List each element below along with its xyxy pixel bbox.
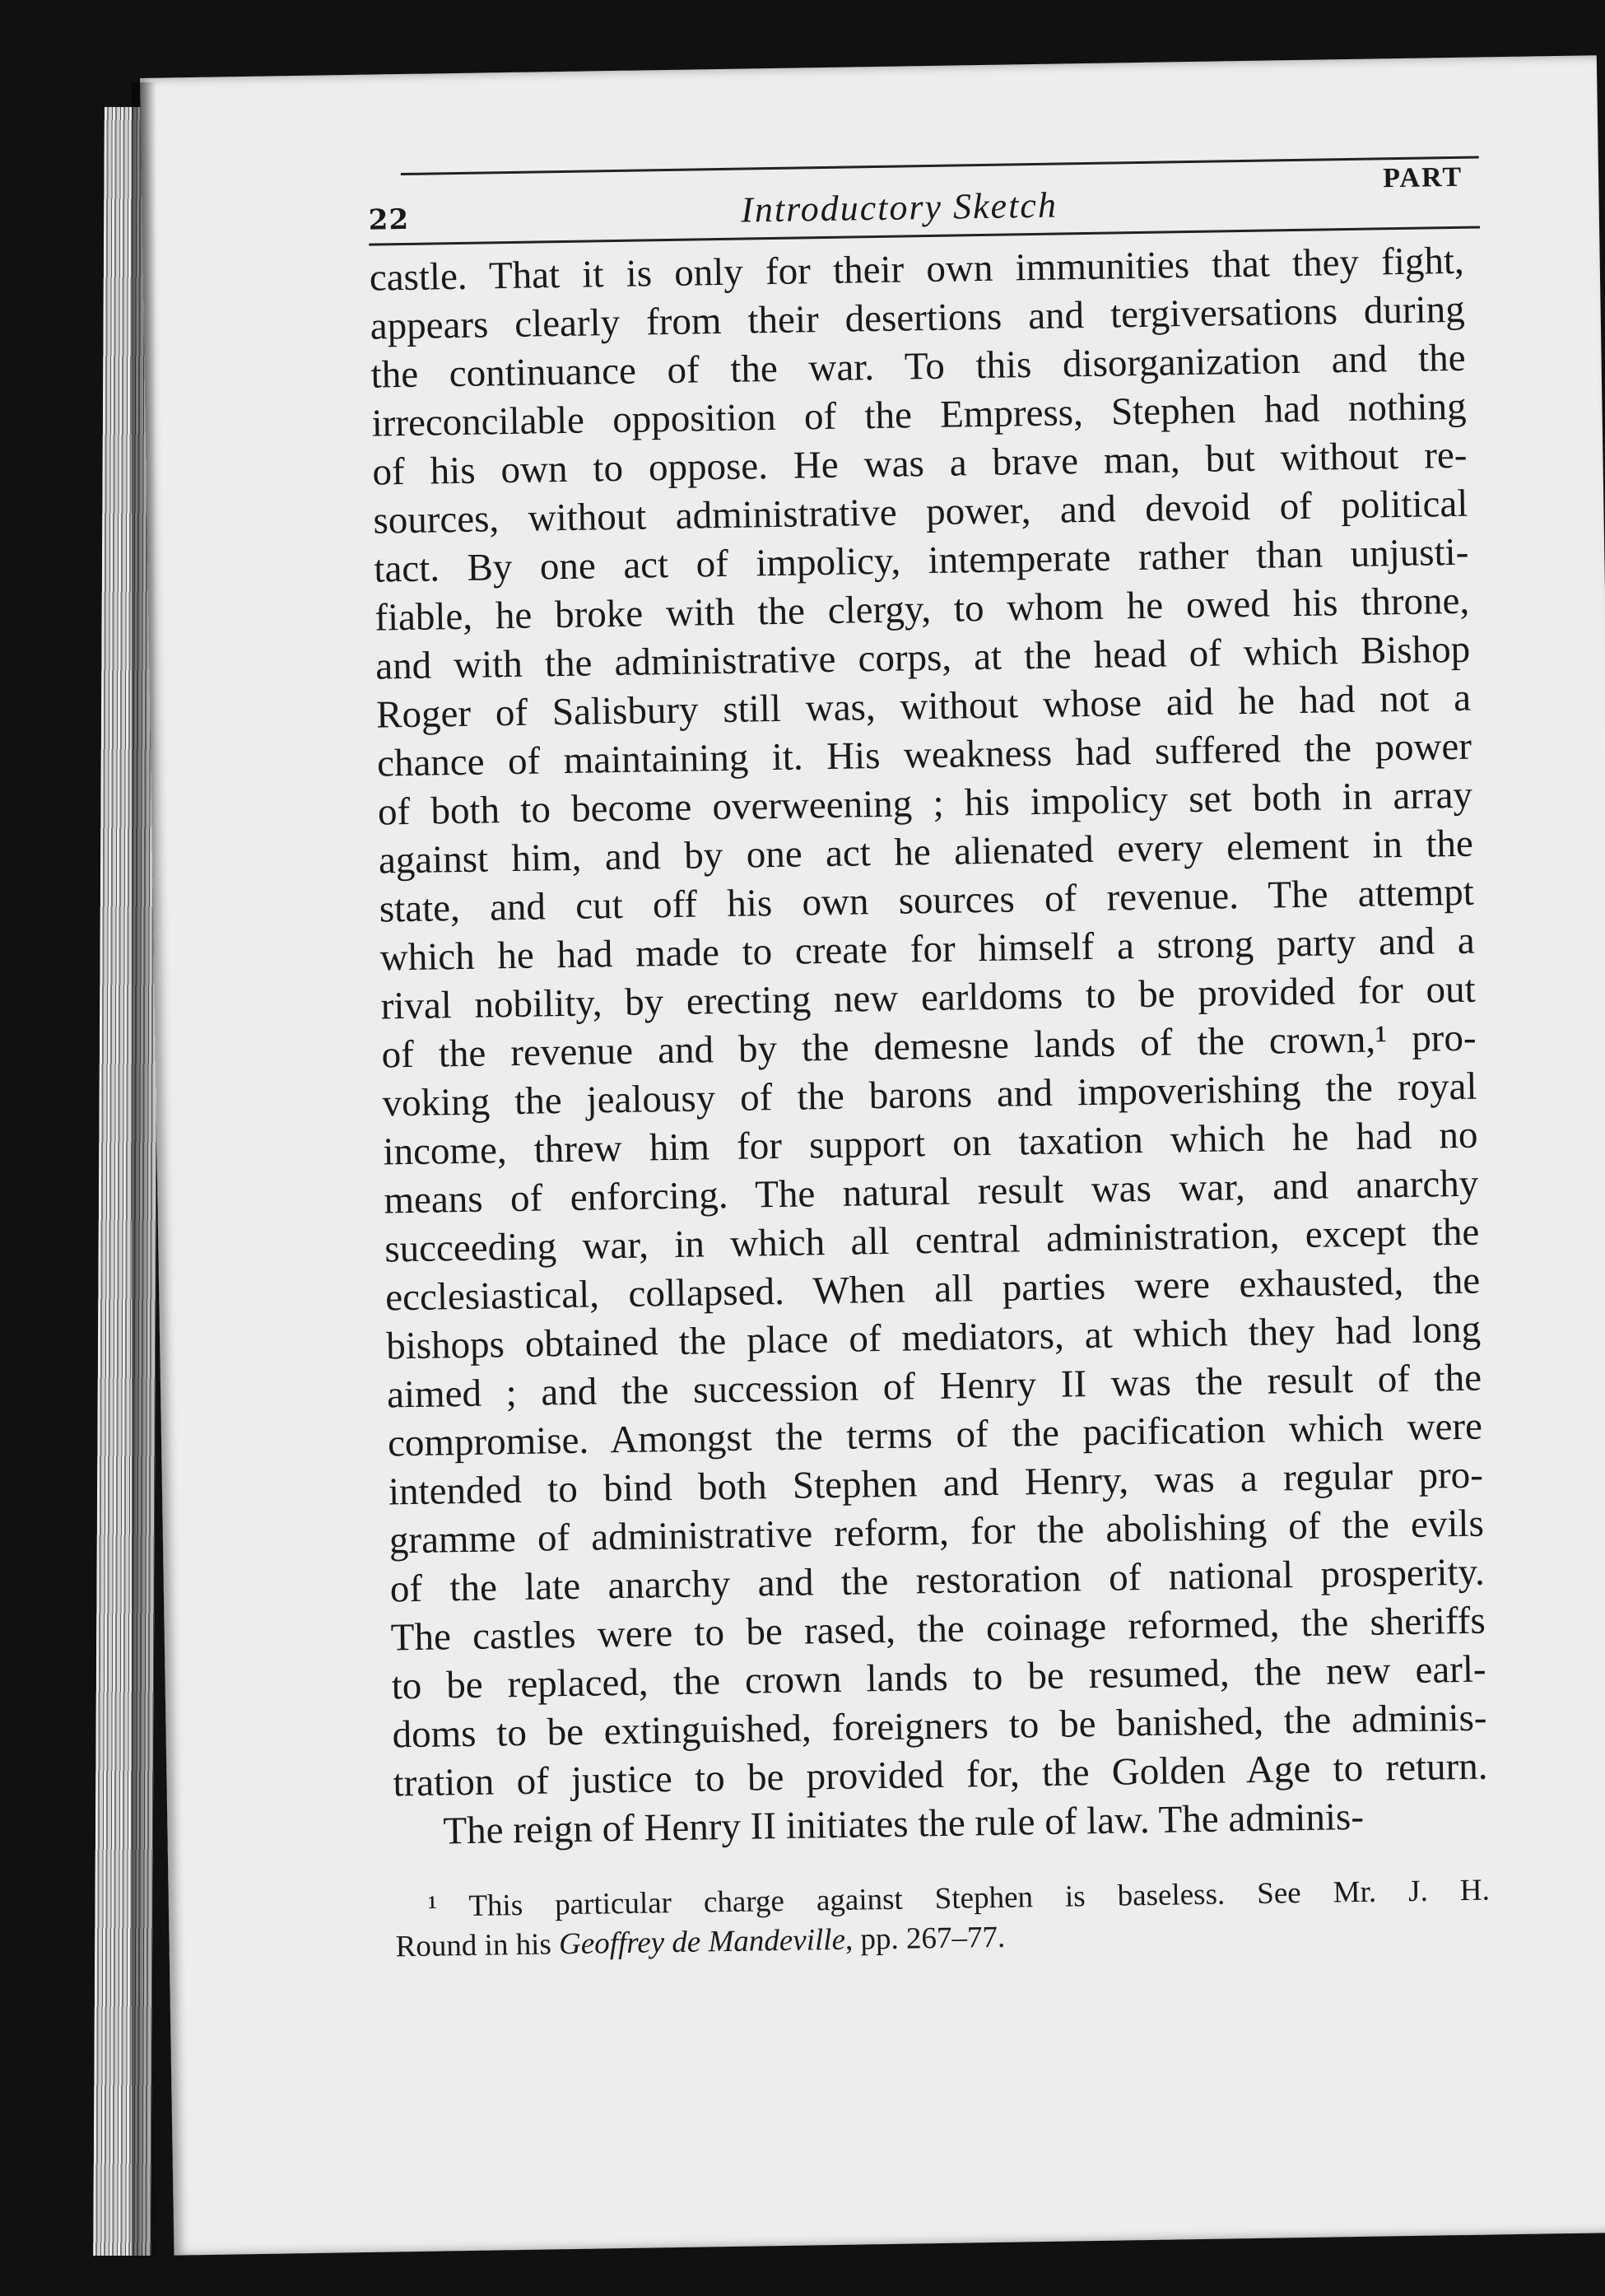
text-line: rival nobility, by erecting new earldoms to be provided for out [380,967,1476,1028]
text-line: aimed ; and the succession of Henry II was the result of the [386,1356,1482,1417]
page-content [368,156,1491,1968]
text-line: of both to become overweening ; his impolicy set both in array [377,773,1473,834]
text-line: tration of justice to be provided for, the Golden Age to return. [393,1744,1488,1805]
text-line: chance of maintaining it. His weakness had suffered the power [376,724,1472,785]
text-line: sources, without administrative power, and devoid of political [373,482,1468,543]
text-line: intended to bind both Stephen and Henry, was a regular pro- [388,1453,1484,1514]
page-number: 22 [368,203,410,237]
text-line: which he had made to create for himself a strong party and a [379,919,1476,980]
text-line: castle. That it is only for their own immunities that they fight, [369,239,1465,300]
text-line: to be replaced, the crown lands to be resumed, the new earl- [391,1647,1486,1708]
text-line: tact. By one act of impolicy, intemperate rather than unjusti- [373,530,1469,591]
text-line: and with the administrative corps, at the head of which Bishop [374,627,1471,688]
footnote-book-title: Geoffrey de Mandeville [558,1922,846,1962]
text-line: the continuance of the war. To this disorganization and the [370,336,1466,397]
text-line: means of enforcing. The natural result was war, and anarchy [384,1162,1479,1223]
text-line: voking the jealousy of the barons and impoverishing the royal [382,1064,1477,1125]
text-line: of the revenue and by the demesne lands of the crown,¹ pro- [381,1016,1477,1077]
text-line: irreconcilable opposition of the Empress, Stephen had nothing [371,384,1467,445]
footnote-line: ¹ This particular charge against Stephen is baseless. See Mr. J. H. [427,1873,1491,1924]
text-line: of his own to oppose. He was a brave man, but without re- [372,433,1468,494]
footnote [395,1871,1491,1968]
text-line: doms to be extinguished, foreigners to be banished, the adminis- [392,1696,1487,1757]
text-line: gramme of administrative reform, for the abolishing of the evils [388,1502,1485,1562]
text-line: The reign of Henry II initiates the rule of law. The adminis- [443,1795,1365,1853]
book-page [140,55,1605,2255]
text-line: against him, and by one act he alienated every element in the [378,822,1474,883]
running-title: Introductory Sketch [740,184,1058,231]
text-line: appears clearly from their desertions and tergiversations during [370,287,1466,348]
text-line: of the late anarchy and the restoration of national prosperity. [389,1550,1486,1611]
text-line: fiable, he broke with the clergy, to whom he owed his throne, [374,579,1470,640]
body-text [369,237,1488,1857]
text-line: ecclesiastical, collapsed. When all parties were exhausted, the [384,1259,1481,1320]
text-line: bishops obtained the place of mediators, at which they had long [385,1307,1482,1368]
text-line: compromise. Amongst the terms of the pacification which were [387,1404,1483,1465]
text-line: income, threw him for support on taxation which he had no [383,1113,1478,1174]
footnote-text: Round in his [395,1927,560,1964]
footnote-pages: , pp. 267–77. [844,1920,1006,1957]
text-line: succeeding war, in which all central administration, except the [384,1210,1480,1271]
text-line: The castles were to be rased, the coinage reformed, the sheriffs [390,1599,1486,1660]
spine-shadow [132,82,156,2256]
part-label: PART [1382,161,1463,194]
text-line: state, and cut off his own sources of revenue. The attempt [379,870,1475,931]
text-line: Roger of Salisbury still was, without whose aid he had not a [375,676,1472,737]
